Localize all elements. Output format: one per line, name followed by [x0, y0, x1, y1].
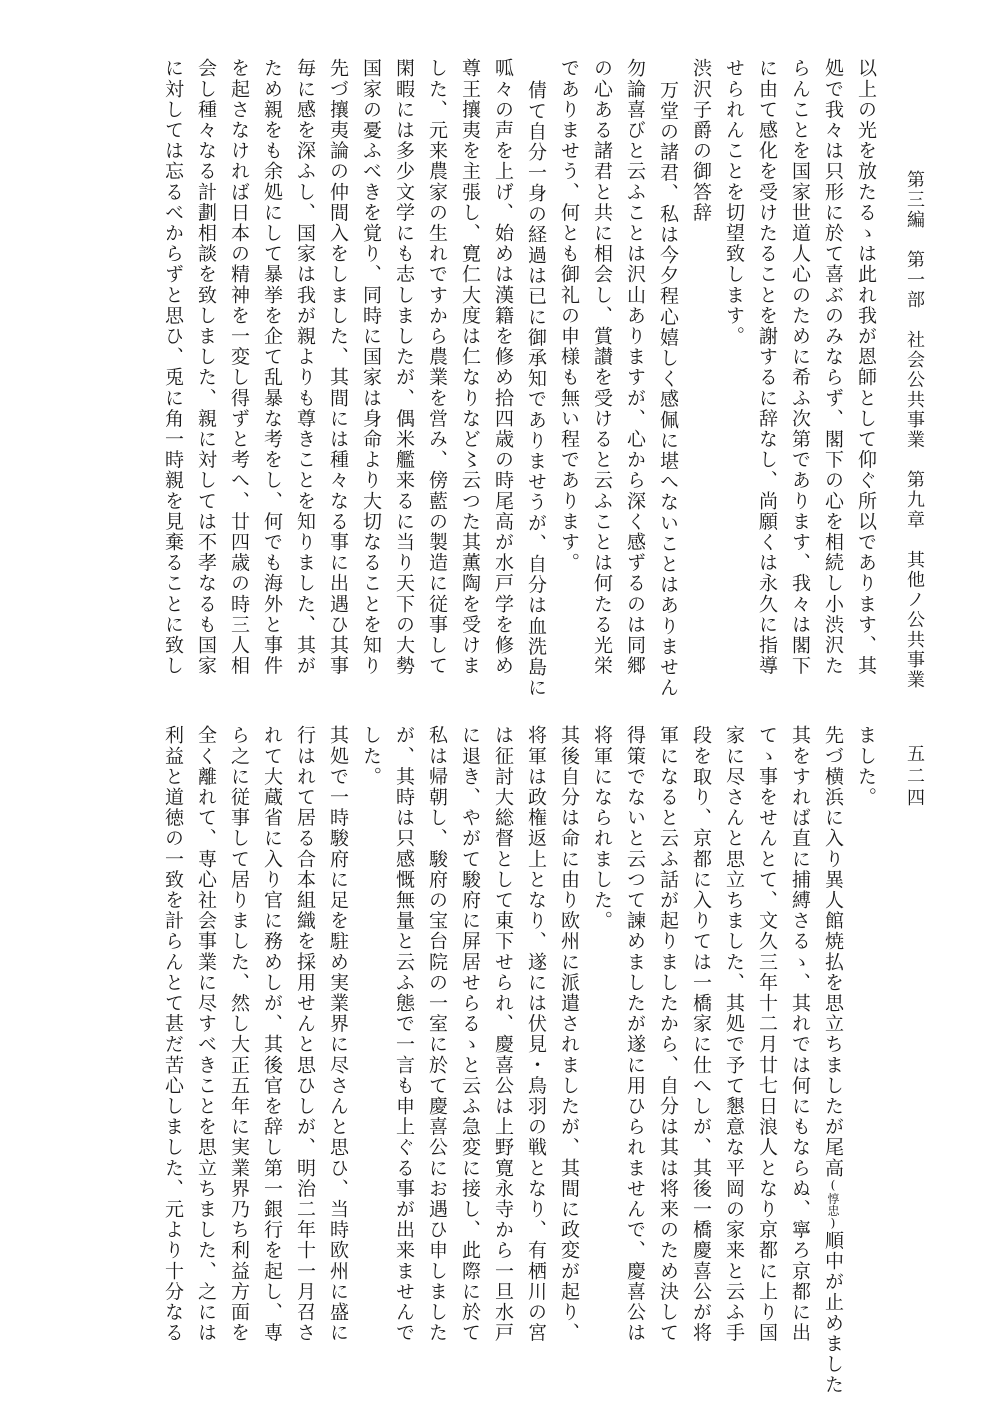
text-column: 以上の光を放たるゝは此れ我が恩師として仰ぐ所以であります、其	[855, 58, 877, 676]
text-column: 其後自分は命に由り欧州に派遣されましたが、其間に政変が起り、	[558, 725, 580, 1343]
text-column: でありませう、何とも御礼の申様も無い程であります。	[558, 58, 580, 573]
text-column: 先づ攘夷論の仲間入をしました、其間には種々なる事に出遇ひ其事	[327, 58, 349, 676]
text-column: れて大蔵省に入り官に務めしが、其後官を辞し第一銀行を起し、専	[261, 725, 283, 1343]
text-column: ため親をも余処にして暴挙を企て乱暴な考をし、何でも海外と事件	[261, 58, 283, 676]
text-column: 家に尽さんと思立ちました、其処で予て懇意な平岡の家来と云ふ手	[723, 725, 745, 1343]
text-column: 其処で一時駿府に足を駐め実業界に尽さんと思ひ、当時欧州に盛に	[327, 725, 349, 1343]
text-column: の心ある諸君と共に相会し、賞讃を受けると云ふことは何たる光栄	[591, 58, 613, 676]
section-heading: 渋沢子爵の御答辞	[690, 58, 712, 223]
text-column: 処で我々は只形に於て喜ぶのみならず、閣下の心を相続し小渋沢た	[822, 58, 844, 676]
text-column: した、元来農家の生れですから農業を営み、傍藍の製造に従事して	[426, 58, 448, 676]
text-column: に由て感化を受けたることを謝するに辞なし、尚願くは永久に指導	[756, 58, 778, 676]
text-column: 国家の憂ふべきを覚り、同時に国家は身命より大切なることを知り	[360, 58, 382, 676]
text-segment: 先づ横浜に入り異人館焼払を思立ちましたが尾高	[822, 725, 844, 1179]
text-column: 呱々の声を上げ、始めは漢籍を修め拾四歳の時尾高が水戸学を修め	[492, 58, 514, 676]
text-column: 私は帰朝し、駿府の宝台院の一室に於て慶喜公にお遇ひ申しました	[426, 725, 448, 1343]
text-column: 閑暇には多少文学にも志しましたが、偶米艦来るに当り天下の大勢	[393, 58, 415, 676]
text-column: 毎に感を深ふし、国家は我が親よりも尊きことを知りました、其が	[294, 58, 316, 676]
text-column: 其をすれば直に捕縛さるゝ、其れでは何にもならぬ、寧ろ京都に出	[789, 725, 811, 1343]
text-column: 軍になると云ふ話が起りましたから、自分は其は将来のため決して	[657, 725, 679, 1343]
text-column: 行はれて居る合本組織を採用せんと思ひしが、明治二年十一月召さ	[294, 725, 316, 1343]
text-column: 万堂の諸君、私は今夕程心嬉しく感佩に堪へないことはありません	[657, 80, 679, 698]
text-column: 尊王攘夷を主張し、寛仁大度は仁なりなど〻云つた其薫陶を受けま	[459, 58, 481, 676]
running-header: 第三編 第一部 社会公共事業 第九章 其他ノ公共事業	[904, 170, 925, 690]
text-column: 段を取り、京都に入りては一橋家に仕へしが、其後一橋慶喜公が将	[690, 725, 712, 1343]
text-column: 会し種々なる計劃相談を致しました、親に対しては不孝なるも国家	[195, 58, 217, 676]
text-column: 全く離れて、専心社会事業に尽すべきことを思立ちました、之には	[195, 725, 217, 1343]
ruby-annotation: (惇忠)	[826, 1178, 840, 1231]
text-column: に退き、やがて駿府に屏居せらるゝと云ふ急変に接し、此際に於て	[459, 725, 481, 1343]
text-column: 勿論喜びと云ふことは沢山ありますが、心から深く感ずるのは同郷	[624, 58, 646, 676]
text-column	[823, 725, 842, 1395]
text-column: 将軍は政権返上となり、遂には伏見・鳥羽の戦となり、有栖川の宮	[525, 725, 547, 1343]
page-number: 五二四	[904, 744, 925, 810]
text-column: に対しては忘るべからずと思ひ、兎に角一時親を見棄ることに致し	[162, 58, 184, 676]
text-column: 得策でないと云つて諫めましたが遂に用ひられませんで、慶喜公は	[624, 725, 646, 1343]
text-column: てゝ事をせんとて、文久三年十二月廿七日浪人となり京都に上り国	[756, 725, 778, 1343]
text-column: ました。	[855, 725, 877, 808]
text-column: ら之に従事して居りました、然し大正五年に実業界乃ち利益方面を	[228, 725, 250, 1343]
text-column: は征討大総督として東下せられ、慶喜公は上野寛永寺から一旦水戸	[492, 725, 514, 1343]
text-column: が、其時は只感慨無量と云ふ態で一言も申上ぐる事が出来ませんで	[393, 725, 415, 1343]
text-column: した。	[360, 725, 382, 787]
text-column: 利益と道徳の一致を計らんとて甚だ苦心しました、元より十分なる	[162, 725, 184, 1343]
text-column: らんことを国家世道人心のために希ふ次第であります、我々は閣下	[789, 58, 811, 676]
text-segment: 順中が止めました	[822, 1230, 844, 1396]
text-column: せられんことを切望致します。	[723, 58, 745, 347]
text-column: を起さなければ日本の精神を一変し得ずと考へ、廿四歳の時三人相	[228, 58, 250, 676]
text-column: 倩て自分一身の経過は已に御承知でありませうが、自分は血洗島に	[525, 80, 547, 698]
text-column: 将軍になられました。	[591, 725, 613, 931]
